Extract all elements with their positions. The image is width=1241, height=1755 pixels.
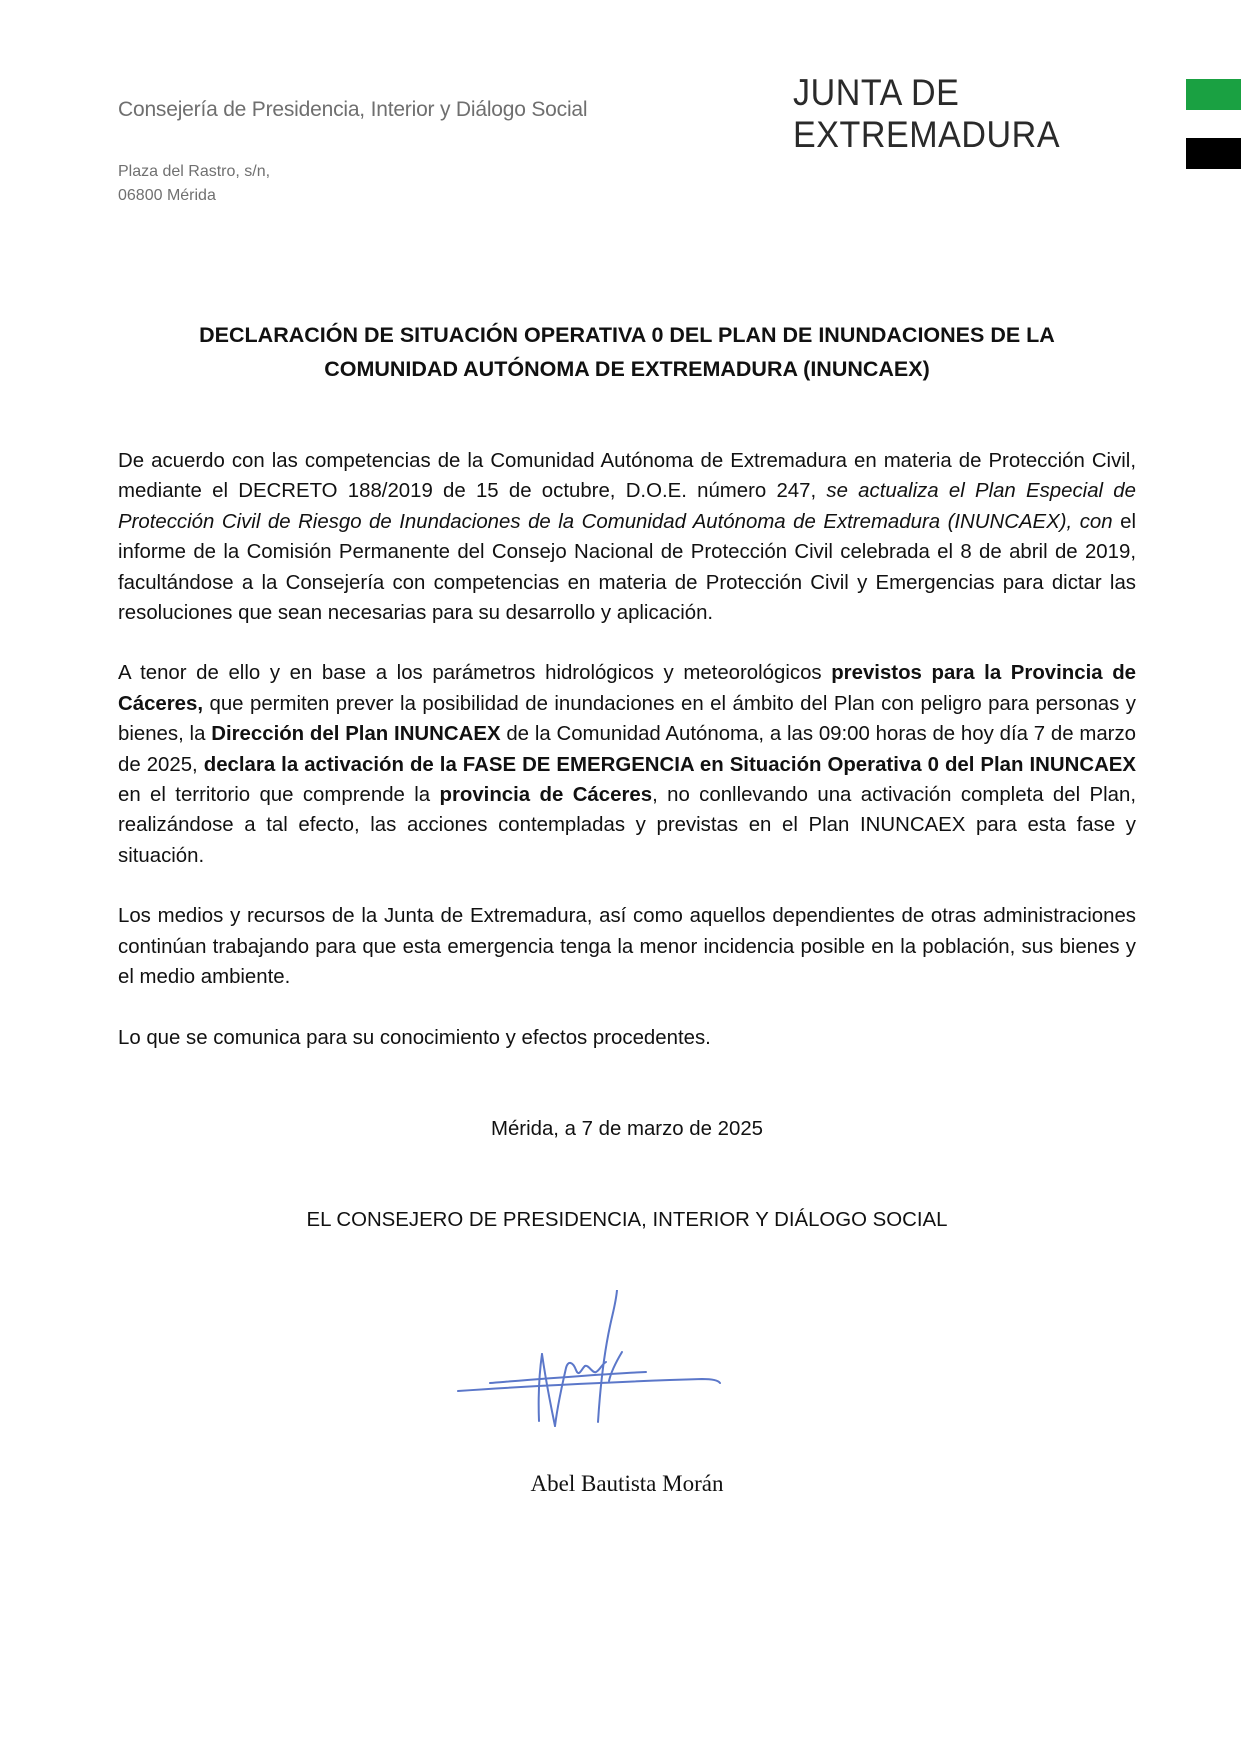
signer-title: EL CONSEJERO DE PRESIDENCIA, INTERIOR Y DIÁLOGO SOCIAL (306, 1209, 948, 1231)
p2-bold-b: previstos para la Provincia de Cáceres, (118, 662, 1136, 715)
department-name: Consejería de Presidencia, Interior y Diálogo Social (118, 98, 588, 121)
address-block (118, 160, 270, 208)
p1-text-a: De acuerdo con las competencias de la Comunidad Autónoma de Extremadura en materia de Protección Civil, mediante el DECRETO 188/2019 de 15 de octubre, D.O.E. número 247, (118, 450, 1136, 503)
flag-black-stripe-icon (1186, 138, 1241, 169)
signer-name: Abel Bautista Morán (530, 1471, 724, 1496)
document-body (118, 446, 1136, 1053)
address-street: Plaza del Rastro, s/n, (118, 163, 271, 180)
p2-text-a: A tenor de ello y en base a los parámetros hidrológicos y meteorológicos (118, 662, 832, 685)
handwritten-signature (450, 1290, 806, 1440)
document-title (118, 318, 1136, 386)
p2-text-e: de la Comunidad Autónoma, a las 09:00 horas de hoy día 7 de marzo de 2025, (118, 723, 1137, 776)
title-line-1: DECLARACIÓN DE SITUACIÓN OPERATIVA 0 DEL PLAN DE INUNDACIONES DE LA (199, 323, 1055, 347)
p1-italic: se actualiza el Plan Especial de Protección Civil de Riesgo de Inundaciones de la Comunidad Autónoma de Extremadura (INUNCAEX), con (118, 480, 1136, 533)
paragraph-decree (118, 446, 1136, 628)
flag-green-stripe-icon (1186, 79, 1241, 110)
p2-bold-f: declara la activación de la FASE DE EMERGENCIA en Situación Operativa 0 del Plan INUNCAEX (203, 753, 1136, 776)
paragraph-declaration (118, 658, 1136, 871)
p2-bold-d: Dirección del Plan INUNCAEX (211, 723, 501, 746)
p2-text-g: en el territorio que comprende la (118, 784, 440, 807)
p2-bold-h: provincia de Cáceres (439, 784, 653, 807)
junta-logo-text: JUNTA DE EXTREMADURA (793, 72, 1061, 155)
p2-text-c: que permiten prever la posibilidad de inundaciones en el ámbito del Plan con peligro para personas y bienes, la (118, 692, 1136, 746)
p2-text-i: , no conllevando una activación completa del Plan, realizándose a tal efecto, las acciones contempladas y previstas en el Plan INUNCAEX para esta fase y situación. (118, 784, 1136, 867)
title-line-2: COMUNIDAD AUTÓNOMA DE EXTREMADURA (INUNCAEX) (324, 357, 930, 381)
date-line: Mérida, a 7 de marzo de 2025 (490, 1118, 764, 1140)
address-city: 06800 Mérida (118, 187, 216, 204)
paragraph-closing: Lo que se comunica para su conocimiento y efectos procedentes. (118, 1026, 711, 1049)
paragraph-resources: Los medios y recursos de la Junta de Extremadura, así como aquellos dependientes de otras administraciones continúan trabajando para que esta emergencia tenga la menor incidencia posible en la población, sus bienes y el medio ambiente. (118, 905, 1136, 989)
p1-text-c: el informe de la Comisión Permanente del Consejo Nacional de Protección Civil celebrada el 8 de abril de 2019, facultándose a la Consejería con competencias en materia de Protección Civil y Emergencias para dictar las resoluciones que sean necesarias para su desarrollo y aplicación. (118, 510, 1136, 625)
